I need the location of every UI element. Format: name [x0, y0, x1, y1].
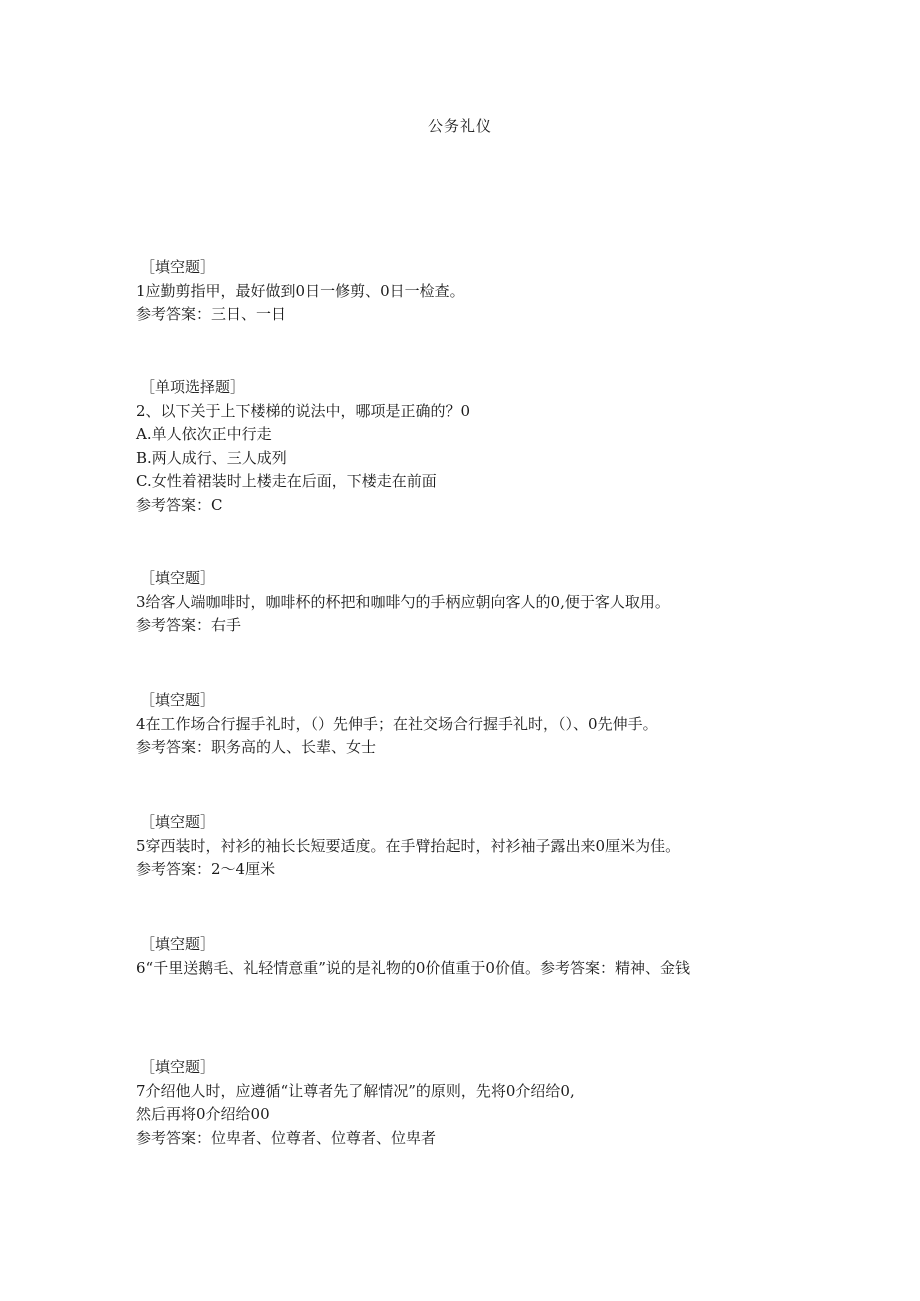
question-type: ［填空题］ [140, 813, 216, 831]
question-stem-continued: 然后再将0介绍给00 [136, 1105, 270, 1123]
question-stem: 7介绍他人时，应遵循“让尊者先了解情况”的原则，先将0介绍给0, [136, 1081, 575, 1100]
option-b: B.两人成行、三人成列 [136, 448, 287, 467]
question-answer: 参考答案：位卑者、位尊者、位尊者、位卑者 [136, 1128, 437, 1147]
question-stem: 4在工作场合行握手礼时，（）先伸手；在社交场合行握手礼时，（）、0先伸手。 [136, 714, 658, 733]
page-title: 公务礼仪 [427, 117, 492, 135]
question-type: ［单项选择题］ [140, 378, 246, 396]
question-stem: 2、以下关于上下楼梯的说法中，哪项是正确的？0 [136, 401, 471, 420]
question-stem: 5穿西装时，衬衫的袖长长短要适度。在手臂抬起时，衬衫袖子露出来0厘米为佳。 [136, 836, 681, 855]
question-answer: 参考答案：职务高的人、长辈、女士 [136, 738, 377, 756]
option-c: C.女性着裙装时上楼走在后面，下楼走在前面 [136, 472, 437, 490]
question-answer: 参考答案：C [136, 495, 223, 514]
question-answer: 参考答案：三日、一日 [136, 305, 287, 323]
question-6 [136, 933, 781, 980]
question-stem: 1应勤剪指甲，最好做到0日一修剪、0日一检查。 [136, 281, 465, 300]
question-5 [136, 811, 786, 882]
question-7 [136, 1056, 786, 1150]
question-stem: 6“千里送鹅毛、礼轻情意重”说的是礼物的0价值重于0价值。参考答案：精神、金钱 [136, 958, 690, 977]
question-type: ［填空题］ [140, 569, 216, 587]
option-a: A.单人依次正中行走 [136, 425, 272, 443]
question-1 [136, 256, 786, 327]
question-2 [136, 376, 786, 517]
question-4 [136, 689, 786, 760]
question-type: ［填空题］ [140, 1058, 216, 1076]
question-type: ［填空题］ [140, 691, 216, 709]
question-answer: 参考答案：2～4厘米 [136, 860, 276, 878]
question-type: ［填空题］ [140, 258, 216, 276]
question-3 [136, 567, 786, 638]
question-stem: 3给客人端咖啡时，咖啡杯的杯把和咖啡勺的手柄应朝向客人的0,便于客人取用。 [136, 592, 670, 611]
question-type: ［填空题］ [140, 935, 216, 953]
question-answer: 参考答案：右手 [136, 616, 242, 634]
